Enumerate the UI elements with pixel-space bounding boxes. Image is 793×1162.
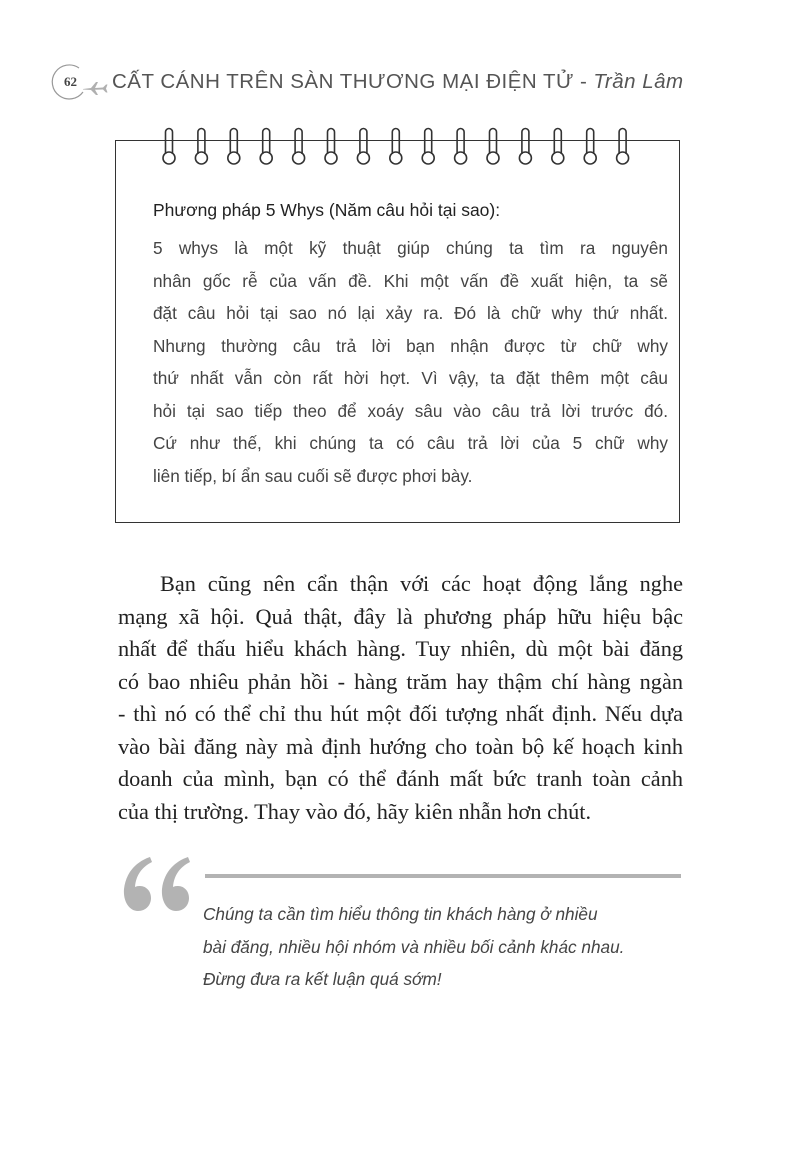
spiral-ring-icon (519, 129, 531, 165)
notepad-line: liên tiếp, bí ẩn sau cuối sẽ được phơi bày. (153, 465, 473, 486)
body-paragraph (118, 568, 683, 828)
spiral-ring-icon (390, 129, 402, 165)
paragraph-line: doanh của mình, bạn có thể đánh mất bức tranh toàn cảnh (118, 766, 683, 791)
spiral-ring-icon (163, 129, 175, 164)
paragraph-line: - thì nó có thể chỉ thu hút một đối tượng nhất định. Nếu dựa (118, 701, 683, 726)
spiral-ring-icon (584, 129, 596, 165)
spiral-ring-icon (260, 129, 272, 165)
spiral-ring-icon (487, 129, 499, 165)
page-number: 62 (64, 74, 77, 89)
quote-line: Đừng đưa ra kết luận quá sớm! (203, 969, 442, 989)
author-name: Trần Lâm (593, 70, 684, 93)
quote-mark-icon (120, 855, 192, 915)
notepad-line: Nhưng thường câu trả lời bạn nhận được từ chữ why (153, 335, 668, 356)
page-header (0, 0, 793, 110)
pull-quote (203, 898, 683, 996)
spiral-ring-icon (293, 129, 305, 165)
spiral-ring-icon (325, 129, 337, 165)
quote-rule (205, 874, 681, 878)
notepad-title: Phương pháp 5 Whys (Năm câu hỏi tại sao): (153, 200, 501, 220)
quote-line: bài đăng, nhiều hội nhóm và nhiều bối cảnh khác nhau. (203, 936, 625, 957)
spiral-ring-icon (422, 129, 434, 165)
spiral-ring-icon (552, 129, 564, 165)
running-header (112, 70, 684, 94)
airplane-icon (82, 80, 108, 96)
notepad-line: đặt câu hỏi tại sao nó lại xảy ra. Đó là chữ why thứ nhất. (153, 303, 668, 323)
notepad-line: Cứ như thế, khi chúng ta có câu trả lời của 5 chữ why (153, 433, 668, 453)
book-title: CẤT CÁNH TRÊN SÀN THƯƠNG MẠI ĐIỆN TỬ (112, 70, 575, 93)
spiral-ring-icon (455, 129, 467, 165)
quote-line: Chúng ta cần tìm hiểu thông tin khách hàng ở nhiều (203, 904, 598, 924)
paragraph-line: nhất để thấu hiểu khách hàng. Tuy nhiên, dù một bài đăng (118, 636, 683, 661)
title-separator: - (580, 70, 588, 93)
notepad-line: 5 whys là một kỹ thuật giúp chúng ta tìm ra nguyên (153, 238, 668, 258)
paragraph-line: mạng xã hội. Quả thật, đây là phương pháp hữu hiệu bậc (118, 603, 683, 629)
notepad-line: nhân gốc rễ của vấn đề. Khi một vấn đề xuất hiện, ta sẽ (153, 270, 668, 291)
paragraph-line: vào bài đăng này mà định hướng cho toàn bộ kế hoạch kinh (118, 733, 683, 759)
spiral-ring-icon (195, 129, 207, 165)
spiral-rings (155, 126, 635, 170)
notepad-line: thứ nhất vẫn còn rất hời hợt. Vì vậy, ta đặt thêm một câu (153, 368, 668, 388)
spiral-ring-icon (617, 129, 629, 165)
paragraph-line: có bao nhiêu phản hồi - hàng trăm hay thậm chí hàng ngàn (118, 668, 683, 694)
notepad-line: hỏi tại sao tiếp theo để xoáy sâu vào câu trả lời trước đó. (153, 400, 668, 421)
spiral-ring-icon (228, 129, 240, 165)
paragraph-line: của thị trường. Thay vào đó, hãy kiên nhẫn hơn chút. (118, 798, 592, 824)
spiral-ring-icon (357, 129, 369, 165)
paragraph-line: Bạn cũng nên cẩn thận với các hoạt động lắng nghe (160, 571, 683, 596)
notepad-body (153, 232, 668, 492)
